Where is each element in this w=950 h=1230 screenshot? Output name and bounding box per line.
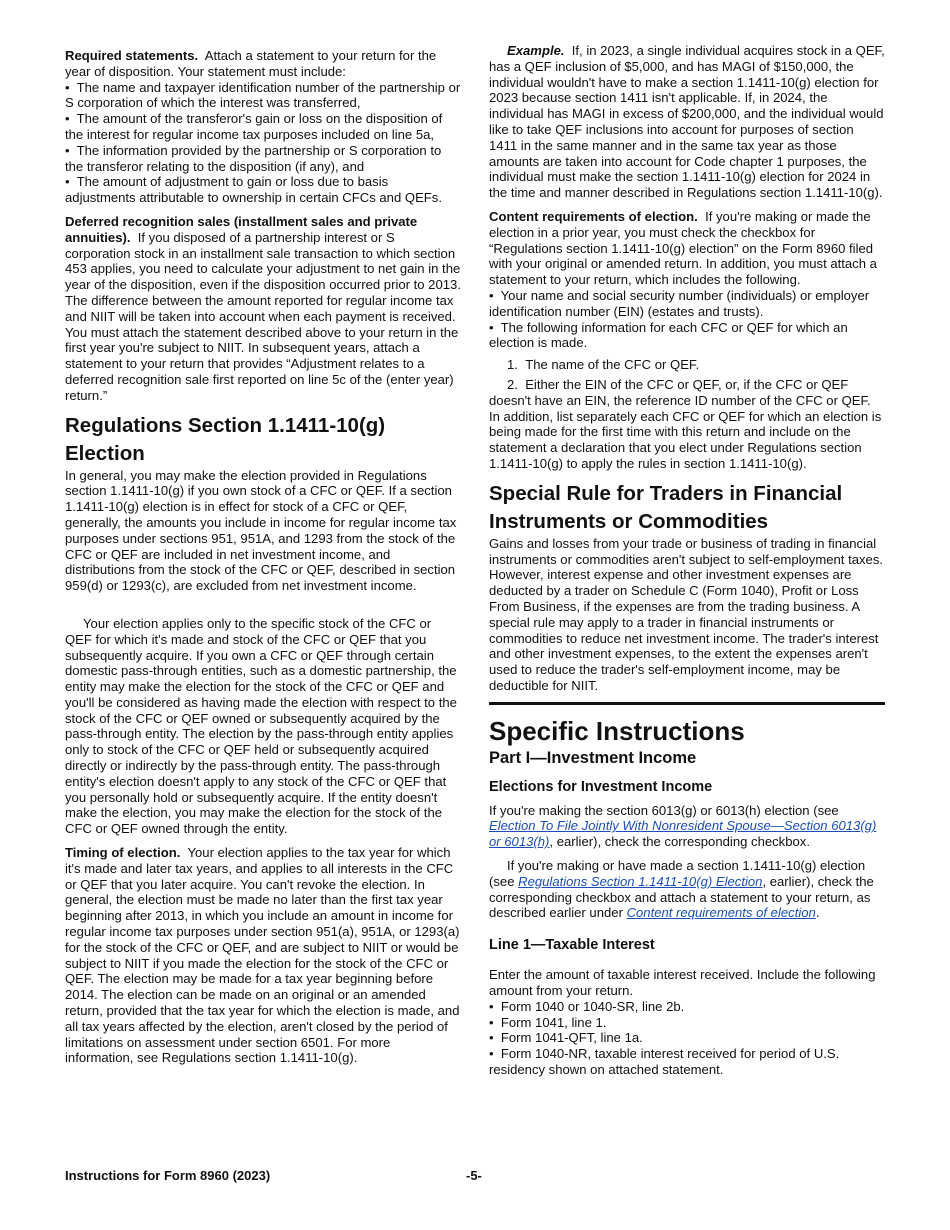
list-item: • The amount of the transferor's gain or loss on the disposition of the interest for regular income tax purposes included on line 5a, xyxy=(65,111,443,142)
list-item: • The name and taxpayer identification number of the partnership or S corporation of which the interest was transferred, xyxy=(65,79,461,111)
deferred-recognition: Deferred recognition sales (installment sales and private annuities). If you disposed of a partnership interest or S corporation stock in an installment sale transaction to which section 453 applies, you need to calculate your adjustment to net gain in the year of the disposition, even if the disposition occurred prior to 2013. The difference between the amount reported for regular income tax and NIIT will be taken into account when each payment is received. You must attach the statement described above to your return in the first year you're subject to NIIT. In subsequent years, attach a statement to your return that provides “Adjustment relates to a deferred recognition sale first reported on line 5c of the (enter year) return.” xyxy=(65,213,461,403)
specific-instructions-heading: Specific Instructions xyxy=(489,715,745,746)
list-item: • Your name and social security number (individuals) or employer identification number (EIN) (estates and trusts). xyxy=(489,287,870,319)
content-addition: In addition, list separately each CFC or QEF for which an election is being made for the first time with this return and include on the statement a declaration that you elect under Regulations section 1.1411-10(g) to apply the rules in section 1.1411-10(g). xyxy=(489,408,882,471)
right-column xyxy=(489,43,885,1078)
list-item: • The information provided by the partnership or S corporation to the transferor relating to the disposition (if any), and xyxy=(65,142,442,174)
line1-paragraph: Enter the amount of taxable interest received. Include the following amount from your return. xyxy=(489,967,876,999)
content-list xyxy=(489,288,885,351)
link-election-file-jointly[interactable]: Election To File Jointly With Nonresident Spouse—Section 6013(g) or 6013(h) xyxy=(489,818,877,850)
list-item: • Form 1041-QFT, line 1a. xyxy=(489,1030,643,1046)
traders-heading: Special Rule for Traders in Financial Instruments or Commodities xyxy=(489,481,843,533)
footer-page-number: -5- xyxy=(466,1168,482,1183)
example-paragraph: Example. If, in 2023, a single individual acquires stock in a QEF, has a QEF inclusion of $5,000, and has MAGI of $150,000, the individual wouldn't have to make a section 1.1411-10(g) election for 2023 because section 1411 isn't applicable. If, in 2024, the individual has MAGI in excess of $200,000, and the individual would like to take QEF inclusions into account for purposes of section 1411 in the same manner and in the same tax year as those amounts are taken into account for Code chapter 1 purposes, the individual must make the section 1.1411-10(g) election for 2024 in the time and manner described in Regulations section 1.1411-10(g). xyxy=(489,43,885,201)
list-item: • Form 1040 or 1040-SR, line 2b. xyxy=(489,998,685,1014)
line1-list xyxy=(489,999,885,1078)
regulations-heading: Regulations Section 1.1411-10(g) Election xyxy=(65,413,386,465)
election-applies-paragraph: Your election applies only to the specific stock of the CFC or QEF for which it's made and stock of the CFC or QEF that you subsequently acquire. If you own a CFC or QEF through certain domestic pass-through entities, such as a domestic partnership, the entity may make the election for the stock of the CFC or QEF and you'll be considered as having made the election with respect to the stock of the CFC or QEF owned or subsequently acquired by the pass-through entity. The election by the pass-through entity applies only to stock of the CFC or QEF held or subsequently acquired directly or indirectly by the pass-through entity. The pass-through entity's election doesn't apply to any stock of the CFC or QEF that you personally hold or subsequently acquire. If the entity doesn't make the election, you may make the election for the stock of the CFC or QEF owned through the entity. xyxy=(65,615,457,837)
elections-paragraph-1: If you're making the section 6013(g) or 6013(h) election (see Election To File Jointly With Nonresident Spouse—Section 6013(g) or 6013(h), earlier), check the corresponding checkbox. xyxy=(489,802,877,850)
elections-heading: Elections for Investment Income xyxy=(489,778,713,795)
footer-form-title: Instructions for Form 8960 (2023) xyxy=(65,1168,271,1183)
timing-of-election: Timing of election. Your election applies to the tax year for which it's made and later tax years, and applies to all interests in the CFC or QEF that you later acquire. You can't revoke the election. In general, the election must be made no later than the first tax year beginning after 2013, in which you include an amount in income for regular income tax purposes under section 951(a), 951A, or 1293(a) for the stock of the CFC or QEF, and are subject to NIIT or would be subject to NIIT if you made the election for the stock of the CFC or QEF. The election may be made for a tax year beginning before 2014. The election can be made on an original or an amended return, provided that the tax year for which the election is made, and all tax years affected by the election, aren't closed by the period of limitations on assessment under section 6501. For more information, see Regulations section 1.1411-10(g). xyxy=(65,845,460,1066)
link-content-requirements[interactable]: Content requirements of election xyxy=(626,905,816,921)
numbered-item: 1. The name of the CFC or QEF. xyxy=(507,357,700,373)
link-regulations-election[interactable]: Regulations Section 1.1411-10(g) Election xyxy=(518,873,763,889)
required-statements: Required statements. Attach a statement to your return for the year of disposition. Your statement must include: xyxy=(65,48,437,79)
line1-heading: Line 1—Taxable Interest xyxy=(489,937,655,954)
list-item: • Form 1041, line 1. xyxy=(489,1014,607,1030)
list-item: • The following information for each CFC or QEF for which an election is made. xyxy=(489,319,848,351)
content-requirements: Content requirements of election. If you're making or made the election in a prior year, you must check the checkbox for “Regulations section 1.1411-10(g) election” on the Form 8960 filed with your original or amended return. In addition, you must attach a statement to your return, which includes the following. xyxy=(489,208,877,288)
required-list xyxy=(65,80,461,206)
elections-paragraph-2: If you're making or have made a section 1.1411-10(g) election (see Regulations Section 1.1411-10(g) Election, earlier), check the corresponding checkbox and attach a statement to your return, as described earlier under Content requirements of election. xyxy=(489,858,874,921)
traders-paragraph: Gains and losses from your trade or business of trading in financial instruments or commodities aren't subject to self-employment taxes. However, interest expense and other investment expenses are deducted by a trader on Schedule C (Form 1040), Profit or Loss From Business, if the expenses are from the trading business. A special rule may apply to a trader in financial instruments or commodities to reduce net investment income. The trader's interest and other investment expenses, to the extent the expenses aren't used to reduce the trader's self-employment income, may be deductible for NIIT. xyxy=(489,535,884,693)
list-item: • The amount of adjustment to gain or loss due to basis adjustments attributable to ownership in certain CFCs and QEFs. xyxy=(65,174,442,206)
regulations-paragraph: In general, you may make the election provided in Regulations section 1.1411-10(g) if you own stock of a CFC or QEF. If a section 1.1411-10(g) election is in effect for stock of a CFC or QEF, generally, the amounts you include in income for regular income tax purposes under sections 951, 951A, and 1293 from the stock of the CFC or QEF are included in net investment income, and distributions from the stock of the CFC or QEF, described in section 959(d) or 1293(c), are excluded from net investment income. xyxy=(65,467,457,594)
left-column xyxy=(65,48,461,1074)
numbered-item: 2. Either the EIN of the CFC or QEF, or, if the CFC or QEF doesn't have an EIN, the reference ID number of the CFC or QEF. xyxy=(489,376,871,408)
part1-heading: Part I—Investment Income xyxy=(489,748,697,767)
section-divider xyxy=(489,702,885,705)
list-item: • Form 1040-NR, taxable interest received for period of U.S. residency shown on attached statement. xyxy=(489,1046,840,1078)
